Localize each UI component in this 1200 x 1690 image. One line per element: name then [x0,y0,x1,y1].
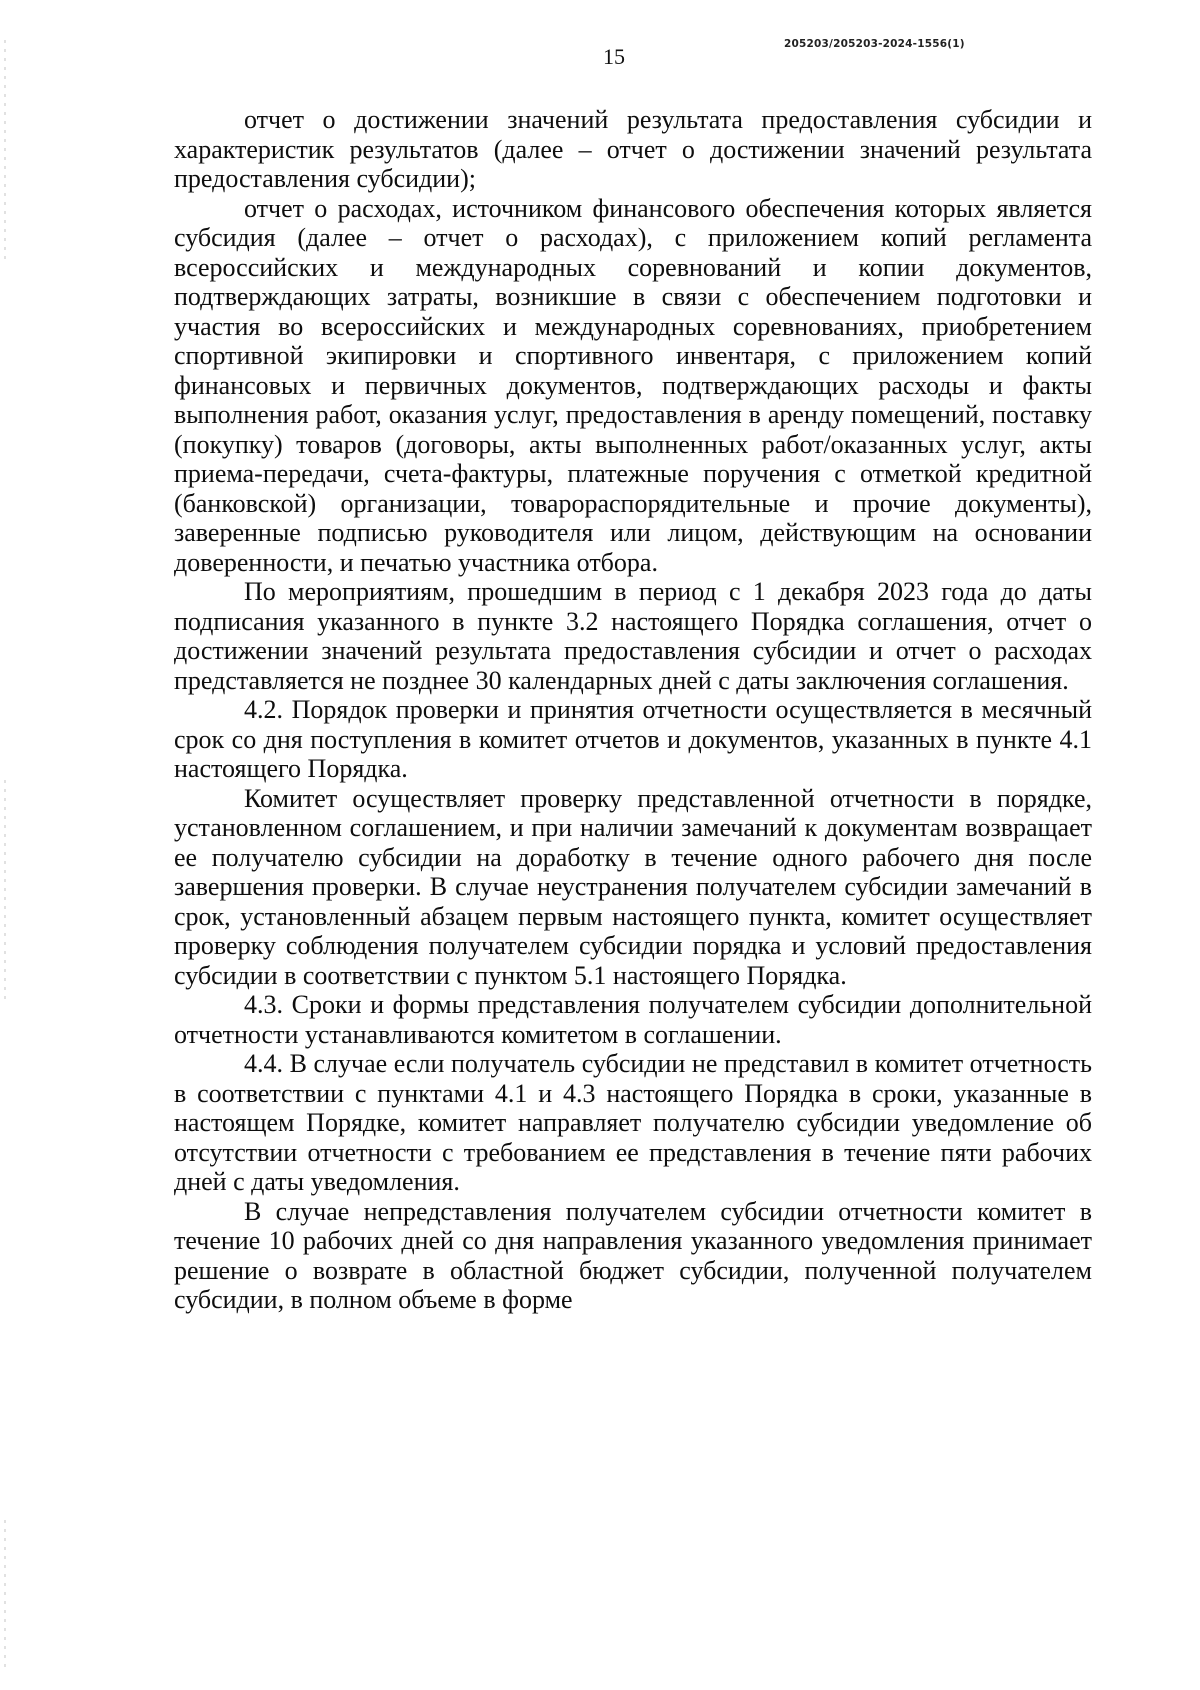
paragraph: отчет о расходах, источником финансового обеспечения которых является субсидия (далее – отчет о расходах), с приложением копий регламента всероссийских и международных соревнований и копии документов, подтверждающих затраты, возникшие в связи с обеспечением подготовки и участия во всероссийских и международных соревнованиях, приобретением спортивной экипировки и спортивного инвентаря, с приложением копий финансовых и первичных документов, подтверждающих расходы и факты выполнения работ, оказания услуг, предоставления в аренду помещений, поставку (покупку) товаров (договоры, акты выполненных работ/оказанных услуг, акты приема-передачи, счета-фактуры, платежные поручения с отметкой кредитной (банковской) организации, товарораспорядительные и прочие документы), заверенные подписью руководителя или лицом, действующим на основании доверенности, и печатью участника отбора. [174,193,1092,577]
scan-edge-mark [4,1520,6,1670]
scan-edge-mark [4,40,6,260]
paragraph-section-4-3: 4.3. Сроки и формы представления получателем субсидии дополнительной отчетности устанавливаются комитетом в соглашении. [174,990,1092,1049]
paragraph-section-4-4: 4.4. В случае если получатель субсидии не представил в комитет отчетность в соответствии с пунктами 4.1 и 4.3 настоящего Порядка в сроки, указанные в настоящем Порядке, комитет направляет получателю субсидии уведомление об отсутствии отчетности с требованием ее представления в течение пяти рабочих дней с даты уведомления. [174,1049,1092,1196]
paragraph: Комитет осуществляет проверку представленной отчетности в порядке, установленном соглашением, и при наличии замечаний к документам возвращает ее получателю субсидии на доработку в течение одного рабочего дня после завершения проверки. В случае неустранения получателем субсидии замечаний в срок, установленный абзацем первым настоящего пункта, комитет осуществляет проверку соблюдения получателем субсидии порядка и условий предоставления субсидии в соответствии с пунктом 5.1 настоящего Порядка. [174,783,1092,990]
page-number: 15 [603,44,625,69]
paragraph: По мероприятиям, прошедшим в период с 1 декабря 2023 года до даты подписания указанного в пункте 3.2 настоящего Порядка соглашения, отчет о достижении значений результата предоставления субсидии и отчет о расходах представляется не позднее 30 календарных дней с даты заключения соглашения. [174,577,1092,695]
registration-code: 205203/205203-2024-1556(1) [784,38,965,50]
scan-edge-mark [4,780,6,1000]
paragraph: отчет о достижении значений результата предоставления субсидии и характеристик результатов (далее – отчет о достижении значений результата предоставления субсидии); [174,105,1092,193]
document-body [174,105,1092,1315]
paragraph: В случае непредставления получателем субсидии отчетности комитет в течение 10 рабочих дней со дня направления указанного уведомления принимает решение о возврате в областной бюджет субсидии, полученной получателем субсидии, в полном объеме в форме [174,1196,1092,1314]
paragraph-section-4-2: 4.2. Порядок проверки и принятия отчетности осуществляется в месячный срок со дня поступления в комитет отчетов и документов, указанных в пункте 4.1 настоящего Порядка. [174,695,1092,783]
